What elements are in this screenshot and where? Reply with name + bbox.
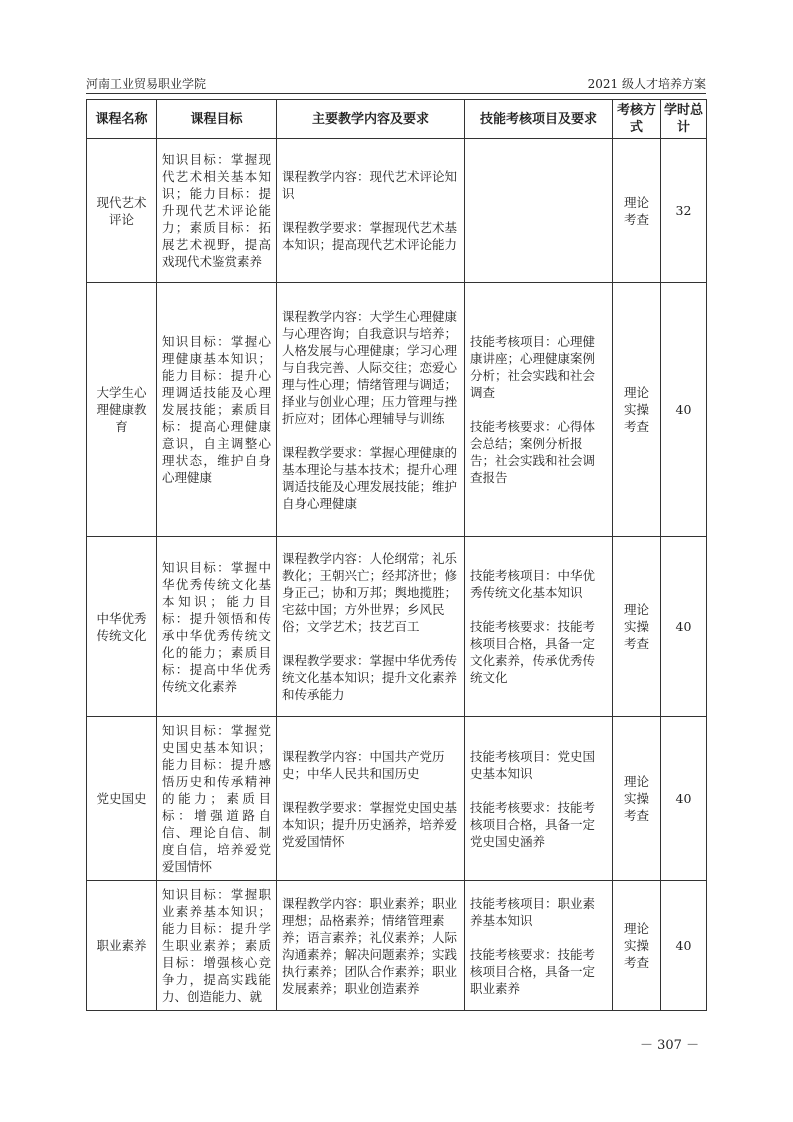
skill-requirement: 技能考核要求：心得体会总结；案例分析报告；社会实践和社会调查报告 [470,419,596,485]
skill-item: 技能考核项目：中华优秀传统文化基本知识 [470,568,596,600]
page-header [86,74,706,94]
plan-title: 2021 级人才培养方案 [587,77,706,91]
skill-cell [465,283,613,537]
col-header-method: 考核方式 [613,100,661,139]
course-goal: 知识目标：掌握现代艺术相关基本知识；能力目标：提升现代艺术评论能力；素质目标：拓展艺术视野，提高戏现代术鉴赏素养 [157,139,277,283]
table-row [87,717,707,881]
course-name: 中华优秀传统文化 [87,537,157,717]
course-table [86,99,707,1011]
school-name: 河南工业贸易职业学院 [86,77,207,91]
skill-cell [465,537,613,717]
skill-cell [465,139,613,283]
course-name: 现代艺术评论 [87,139,157,283]
course-content-requirement: 课程教学要求：掌握党史国史基本知识；提升历史涵养，培养爱党爱国情怀 [282,799,458,849]
course-content: 课程教学内容：人伦纲常；礼乐教化；王朝兴亡；经邦济世；修身正己；协和万邦；舆地揽胜；宅兹中国；方外世界；乡风民俗；文学艺术；技艺百工 [282,551,458,634]
course-content-cell [277,881,465,1011]
course-content-cell [277,717,465,881]
course-content-cell [277,537,465,717]
course-content: 课程教学内容：现代艺术评论知识 [282,169,458,201]
page-number: － 307 － [640,1038,700,1053]
course-goal: 知识目标：掌握职业素养基本知识；能力目标：提升学生职业素养；素质目标：增强核心竞争力，提高实践能力、创造能力、就 [157,881,277,1011]
assessment-method: 理论实操考查 [613,881,661,1011]
col-header-name: 课程名称 [87,100,157,139]
skill-cell [465,717,613,881]
course-name: 职业素养 [87,881,157,1011]
skill-requirement: 技能考核要求：技能考核项目合格，具备一定职业素养 [470,946,596,996]
course-goal: 知识目标：掌握中华优秀传统文化基本知识；能力目标：提升领悟和传承中华优秀传统文化的能力；素质目标：提高中华优秀传统文化素养 [157,537,277,717]
course-content-cell [277,283,465,537]
header-divider [86,93,706,94]
course-goal: 知识目标：掌握心理健康基本知识；能力目标：提升心理调适技能及心理发展技能；素质目标：提高心理健康意识，自主调整心理状态，维护自身心理健康 [157,283,277,537]
table-row [87,139,707,283]
course-content-requirement: 课程教学要求：掌握现代艺术基本知识；提高现代艺术评论能力 [282,220,458,252]
course-content-requirement: 课程教学要求：掌握心理健康的基本理论与基本技术；提升心理调适技能及心理发展技能；维护自身心理健康 [282,444,458,511]
table-header-row [87,100,707,139]
total-hours: 40 [661,537,707,717]
assessment-method: 理论实操考查 [613,283,661,537]
skill-requirement: 技能考核要求：技能考核项目合格，具备一定党史国史涵养 [470,799,596,849]
total-hours: 40 [661,881,707,1011]
course-content-cell [277,139,465,283]
assessment-method: 理论实操考查 [613,717,661,881]
skill-item: 技能考核项目：心理健康讲座；心理健康案例分析；社会实践和社会调查 [470,334,596,400]
assessment-method: 理论考查 [613,139,661,283]
course-content: 课程教学内容：中国共产党历史；中华人民共和国历史 [282,748,445,781]
col-header-goal: 课程目标 [157,100,277,139]
table-row [87,881,707,1011]
skill-cell [465,881,613,1011]
course-content-requirement: 课程教学要求：掌握中华优秀传统文化基本知识；提升文化素养和传承能力 [282,653,458,702]
col-header-skill: 技能考核项目及要求 [465,100,613,139]
total-hours: 40 [661,283,707,537]
skill-requirement: 技能考核要求：技能考核项目合格，具备一定文化素养，传承优秀传统文化 [470,619,596,685]
course-name: 党史国史 [87,717,157,881]
assessment-method: 理论实操考查 [613,537,661,717]
table-row [87,283,707,537]
table-row [87,537,707,717]
col-header-content: 主要教学内容及要求 [277,100,465,139]
course-goal: 知识目标：掌握党史国史基本知识；能力目标：提升感悟历史和传承精神的能力；素质目标：增强道路自信、理论自信、制度自信，培养爱党爱国情怀 [157,717,277,881]
skill-item: 技能考核项目：党史国史基本知识 [470,748,596,781]
skill-item: 技能考核项目：职业素养基本知识 [470,895,596,928]
course-name: 大学生心理健康教育 [87,283,157,537]
course-content: 课程教学内容：职业素养；职业理想；品格素养；情绪管理素养；语言素养；礼仪素养；人际沟通素养；解决问题素养；实践执行素养；团队合作素养；职业发展素养；职业创造素养 [282,895,458,996]
col-header-hours: 学时总计 [661,100,707,139]
total-hours: 32 [661,139,707,283]
total-hours: 40 [661,717,707,881]
course-content: 课程教学内容：大学生心理健康与心理咨询；自我意识与培养；人格发展与心理健康；学习心理与自我完善、人际交往；恋爱心理与性心理；情绪管理与调适；择业与创业心理；压力管理与挫折应对；团体心理辅导与训练 [282,308,458,426]
